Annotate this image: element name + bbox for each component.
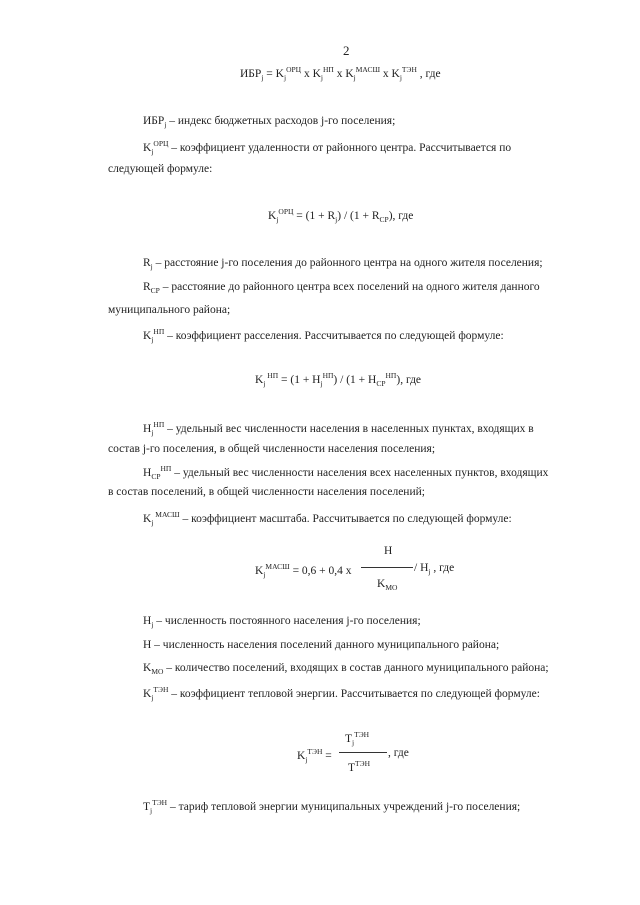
definition-kmas: $K_j$ $^{МАСШ}$ – коэффициент масштаба. Рассчитывается по следующей формуле:: [143, 510, 512, 527]
definition-rcp: $R_{СР}$ – расстояние до районного центра всех поселений на одного жителя данного: [143, 281, 540, 295]
definition-hcp-np: $H_{СР}^{НП}$ – удельный вес численности населения всех населенных пунктов, входящих: [143, 464, 549, 481]
definition-hcp-np-line2: в состав поселений, в общей численности населения поселений;: [108, 486, 425, 498]
formula-knp: $K_j$ $^{НП} = (1 + H_j^{НП}) / (1 + H_{СР}^{НП})$, где: [255, 371, 422, 388]
formula-ibr: $ИБР_j = K_j^{ОРЦ}$ x $K_j^{НП}$ x $K_j^{МАСШ}$ x $K_j^{ТЭН}$ , где: [240, 65, 441, 82]
definition-hj-np: $H_j^{НП}$ – удельный вес численности населения в населенных пунктах, входящих в: [143, 420, 534, 437]
definition-rcp-line2: муниципального района;: [108, 304, 231, 316]
fraction-numerator-tj: $T_j^{ТЭН}$: [345, 730, 370, 747]
definition-tj: $T_j^{ТЭН}$ – тариф тепловой энергии муниципальных учреждений j-го поселения;: [143, 798, 521, 815]
formula-kmas-tail: / $H_j$ , где: [414, 562, 455, 576]
definition-h: H – численность населения поселений данного муниципального района;: [143, 639, 500, 651]
definition-korc: $K_j^{ОРЦ}$ – коэффициент удаленности от районного центра. Рассчитывается по: [143, 139, 512, 156]
formula-kten: $K_j^{ТЭН}$ =: [297, 747, 332, 764]
fraction-denominator-t: $T^{ТЭН}$: [348, 759, 370, 774]
formula-korc: $K_j^{ОРЦ} = (1 + R_j) / (1 + R_{СР})$, где: [268, 207, 414, 224]
formula-kten-tail: , где: [388, 747, 409, 759]
definition-korc-line2: следующей формуле:: [108, 163, 213, 175]
definition-hj-np-line2: состав j-го поселения, в общей численности населения поселения;: [108, 443, 436, 455]
definition-kten: $K_j^{ТЭН}$ – коэффициент тепловой энергии. Рассчитывается по следующей формуле:: [143, 685, 540, 702]
definition-hj: $H_j$ – численность постоянного населения j-го поселения;: [143, 615, 421, 629]
page-number: 2: [343, 43, 350, 58]
fraction-numerator-h: H: [384, 545, 393, 557]
definition-knp: $K_j^{НП}$ – коэффициент расселения. Рассчитывается по следующей формуле:: [143, 327, 504, 344]
fraction-denominator-kmo: $K_{МО}$: [377, 578, 398, 592]
formula-kmas: $K_j^{МАСШ} = 0,6 + 0,4$ x: [255, 562, 352, 579]
fraction-line-ten: [339, 752, 387, 753]
fraction-line: [361, 567, 413, 568]
definition-rj: $R_j$ – расстояние j-го поселения до районного центра на одного жителя поселения;: [143, 257, 543, 271]
definition-kmo: $K_{МО}$ – количество поселений, входящих в состав данного муниципального района;: [143, 662, 549, 676]
definition-ibr: $ИБР_j$ – индекс бюджетных расходов j-го поселения;: [143, 115, 396, 129]
